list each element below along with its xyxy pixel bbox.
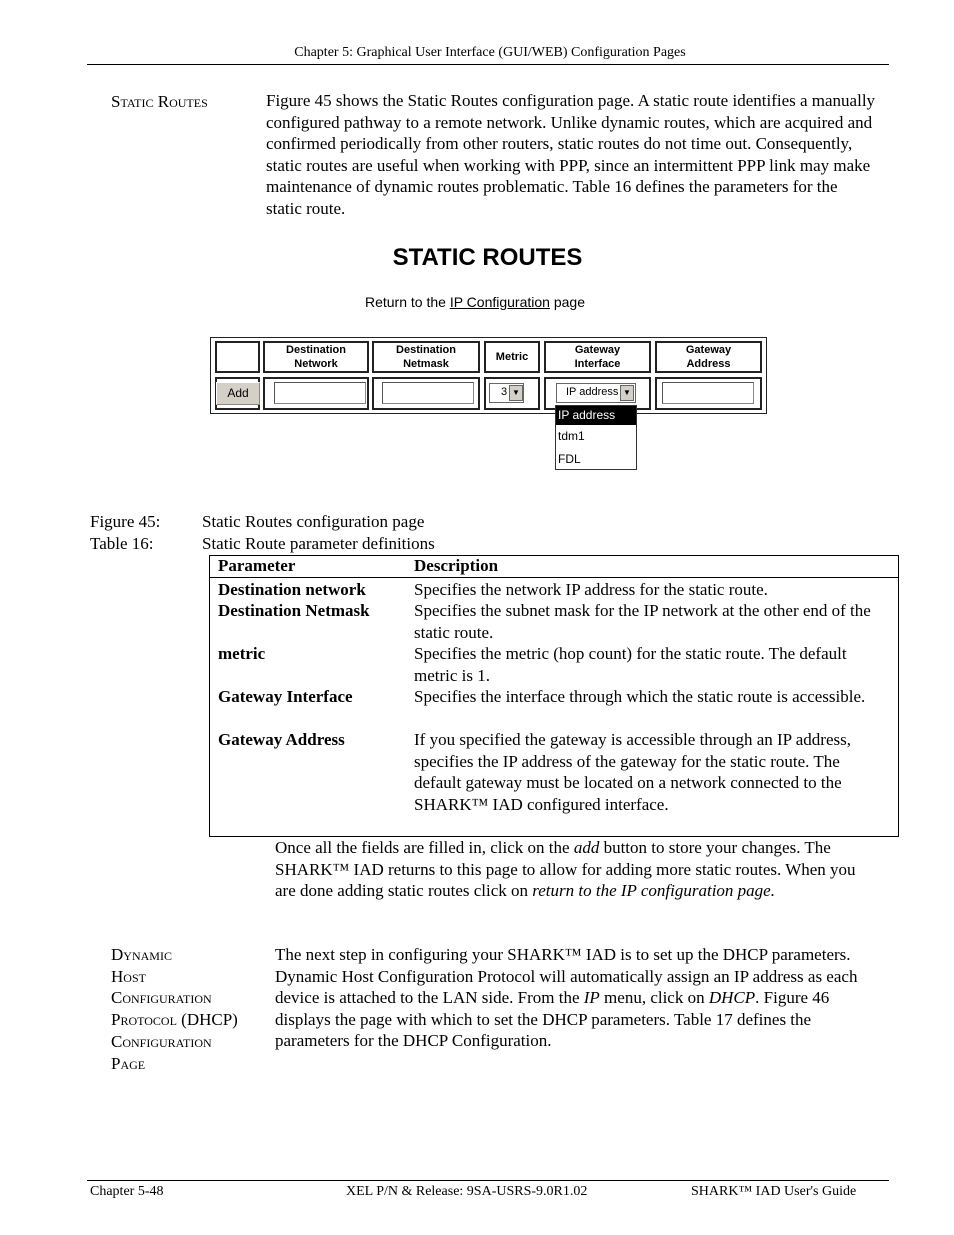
side-heading-static-routes: Static Routes	[111, 92, 208, 111]
table-caption	[90, 533, 435, 555]
col-metric: Metric	[484, 341, 540, 373]
chevron-down-icon: ▼	[509, 385, 523, 401]
table-text: Static Route parameter definitions	[202, 534, 435, 553]
destination-netmask-input[interactable]	[382, 382, 474, 404]
table-label: Table 16:	[90, 534, 154, 553]
return-phrase: return to the IP configuration page.	[532, 881, 775, 901]
param-description: If you specified the gateway is accessible through an IP address, specifies the IP address of the gateway for the static route. The default gateway must be located on a network connected to the SHARK™ IAD configured interface.	[414, 730, 851, 814]
dhcp-heading-line: Dynamic	[111, 945, 172, 964]
gateway-address-input[interactable]	[662, 382, 754, 404]
chevron-down-icon: ▼	[620, 385, 634, 401]
dhcp-heading-line: Configuration	[111, 988, 212, 1008]
header-rule	[87, 64, 889, 65]
footer-center: XEL P/N & Release: 9SA-USRS-9.0R1.02	[346, 1184, 588, 1199]
col-destination-netmask: Destination Netmask	[372, 341, 480, 373]
dhcp-menu-word: DHCP	[708, 988, 756, 1008]
col-gateway-interface: Gateway Interface	[544, 341, 651, 373]
figure-text: Static Routes configuration page	[202, 512, 425, 531]
table-header-parameter: Parameter	[218, 556, 296, 575]
blank-header-cell	[215, 341, 260, 373]
dropdown-option-tdm1[interactable]: tdm1	[558, 429, 585, 443]
metric-value: 3	[501, 386, 508, 398]
side-heading-dhcp	[111, 944, 238, 1075]
return-prefix: Return to the	[364, 294, 450, 310]
param-description: Specifies the interface through which the static route is accessible.	[414, 687, 866, 706]
page-header	[0, 45, 954, 61]
table-header-rule	[209, 577, 899, 578]
col-gateway-address: Gateway Address	[655, 341, 762, 373]
param-name: Gateway Interface	[218, 687, 353, 706]
param-description: Specifies the metric (hop count) for the static route. The default metric is 1.	[414, 644, 847, 685]
col-destination-network: Destination Network	[263, 341, 369, 373]
footer-right: SHARK™ IAD User's Guide	[691, 1184, 857, 1199]
gateway-interface-value: IP address	[566, 386, 619, 398]
dhcp-heading-suffix: (DHCP)	[176, 1009, 238, 1029]
return-suffix: page	[549, 294, 585, 310]
metric-select[interactable]	[489, 383, 524, 403]
param-name: Destination network	[218, 580, 366, 599]
dhcp-heading-line: Page	[111, 1053, 146, 1073]
ip-configuration-link[interactable]: IP Configuration	[449, 294, 550, 310]
table-header-description: Description	[414, 556, 499, 575]
ip-menu-word: IP	[583, 988, 600, 1008]
figure-caption	[90, 511, 424, 533]
footer-left: Chapter 5-48	[90, 1184, 164, 1199]
gateway-interface-dropdown	[555, 405, 637, 470]
param-description: Specifies the subnet mask for the IP network at the other end of the static route.	[414, 601, 871, 642]
after-text-2: button to store your changes. The SHARK™ IAD returns to this page to allow for adding more static routes. When you are done adding static routes click on	[275, 838, 856, 901]
dhcp-text-2: menu, click on	[599, 988, 709, 1008]
dhcp-heading-line: Host	[111, 966, 146, 986]
gui-page-title: STATIC ROUTES	[392, 244, 583, 271]
destination-network-input[interactable]	[274, 382, 366, 404]
dropdown-option-fdl[interactable]: FDL	[558, 452, 581, 466]
after-text-1: Once all the fields are filled in, click on the	[275, 838, 574, 857]
figure-label: Figure 45:	[90, 512, 161, 531]
static-routes-intro: Figure 45 shows the Static Routes configuration page. A static route identifies a manually configured pathway to a remote network. Unlike dynamic routes, which are acquired and confirmed periodically from other routers, static routes do not time out. Consequently, static routes are useful when working with PPP, since an intermittent PPP link may make maintenance of dynamic routes problematic. Table 16 defines the parameters for the static route.	[266, 91, 876, 218]
add-button[interactable]: Add	[216, 382, 260, 405]
dropdown-option-ip-address[interactable]: IP address	[556, 406, 636, 425]
dhcp-paragraph	[275, 944, 880, 1052]
dhcp-text-3: . Figure 46 displays the page with which to set the DHCP parameters. Table 17 defines the parameters for the DHCP Configuration.	[275, 988, 830, 1051]
dhcp-heading-line: Protocol	[111, 1009, 177, 1029]
footer-rule	[87, 1180, 889, 1181]
gateway-interface-select[interactable]	[556, 383, 636, 403]
param-name: Destination Netmask	[218, 601, 370, 620]
add-word: add	[573, 838, 600, 857]
after-table-paragraph	[275, 837, 875, 902]
dhcp-heading-line: Configuration	[111, 1032, 212, 1052]
param-name: Gateway Address	[218, 730, 345, 749]
param-name: metric	[218, 644, 266, 663]
param-description: Specifies the network IP address for the static route.	[414, 580, 768, 599]
dhcp-text-1: The next step in configuring your SHARK™ IAD is to set up the DHCP parameters. Dynamic Host Configuration Protocol will automatically assign an IP address as each device is attached to the LAN side. From the	[275, 945, 858, 1008]
return-line	[0, 294, 950, 310]
header-title: Chapter 5: Graphical User Interface (GUI/WEB) Configuration Pages	[294, 45, 686, 60]
